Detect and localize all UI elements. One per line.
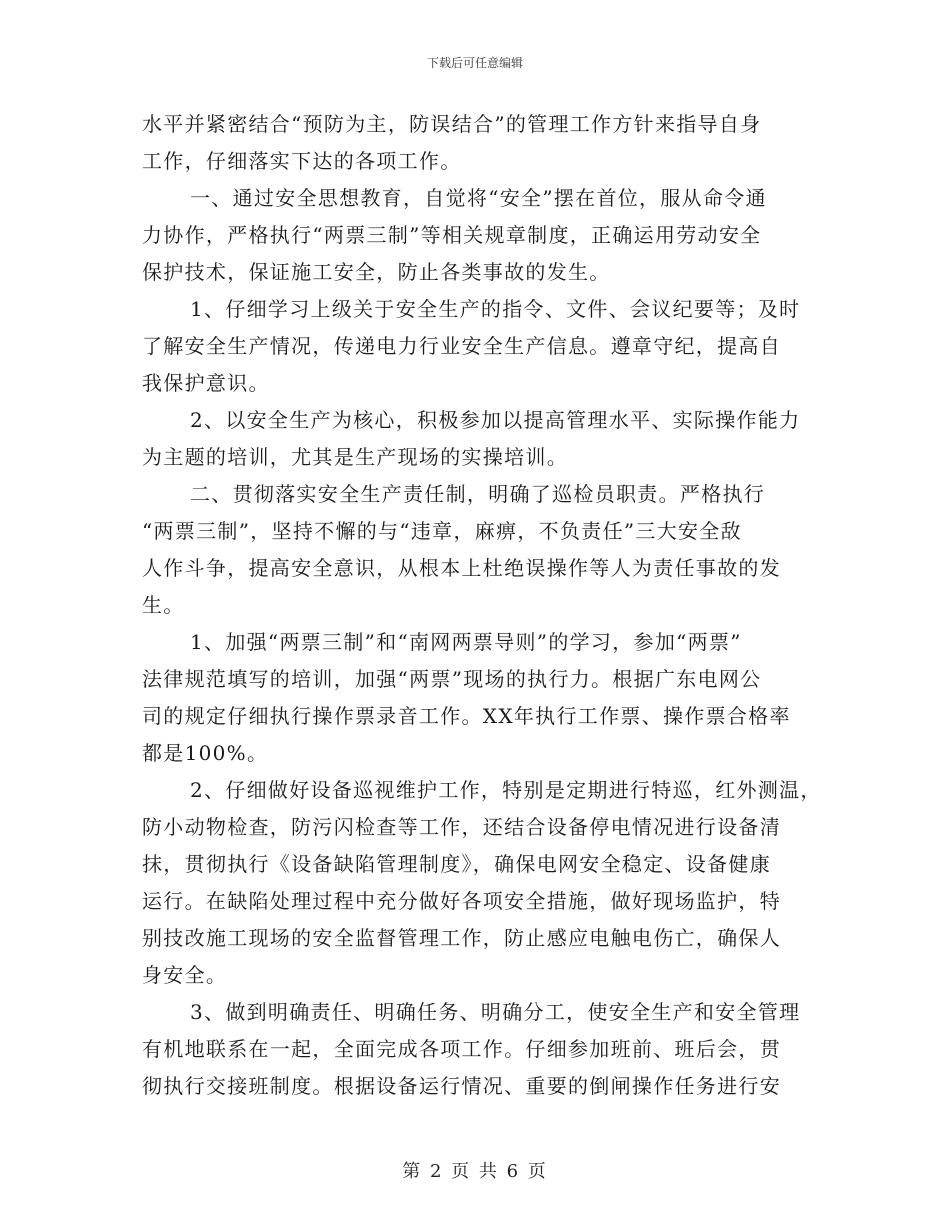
text-line: 水平并紧密结合“预防为主，防误结合”的管理工作方针来指导自身	[142, 112, 762, 136]
text-line: 为主题的培训，尤其是生产现场的实操培训。	[142, 445, 568, 469]
text-line: 1、加强“两票三制”和“南网两票导则”的学习，参加“两票”	[190, 630, 742, 654]
text-line: 2、仔细做好设备巡视维护工作，特别是定期进行特巡，红外测温，	[190, 778, 822, 802]
text-line: 一、通过安全思想教育，自觉将“安全”摆在首位，服从命令通	[190, 186, 767, 210]
text-line: 人作斗争，提高安全意识，从根本上杜绝误操作等人为责任事故的发	[142, 556, 781, 580]
page-footer: 第 2 页 共 6 页	[402, 1161, 548, 1182]
text-line: 彻执行交接班制度。根据设备运行情况、重要的倒闸操作任务进行安	[142, 1074, 781, 1098]
text-line: 抹，贯彻执行《设备缺陷管理制度》，确保电网安全稳定、设备健康	[142, 852, 771, 876]
text-line: 法律规范填写的培训，加强“两票”现场的执行力。根据广东电网公	[142, 667, 762, 691]
text-line: 司的规定仔细执行操作票录音工作。XX年执行工作票、操作票合格率	[142, 704, 791, 728]
paragraph	[142, 772, 822, 994]
text-line: 身安全。	[142, 963, 228, 987]
paragraph	[142, 106, 822, 180]
text-line: 力协作，严格执行“两票三制”等相关规章制度，正确运用劳动安全	[142, 223, 762, 247]
text-line: 都是100%。	[142, 741, 269, 765]
text-line: 防小动物检查，防污闪检查等工作，还结合设备停电情况进行设备清	[142, 815, 781, 839]
paragraph	[142, 994, 822, 1105]
paragraph	[142, 402, 822, 476]
text-line: 有机地联系在一起，全面完成各项工作。仔细参加班前、班后会，贯	[142, 1037, 781, 1061]
text-line: 保护技术，保证施工安全，防止各类事故的发生。	[142, 260, 611, 284]
page-header: 下载后可任意编辑	[426, 56, 523, 70]
text-line: 我保护意识。	[142, 371, 270, 395]
text-line: 2、以安全生产为核心，积极参加以提高管理水平、实际操作能力	[190, 408, 801, 432]
paragraph	[142, 291, 822, 402]
text-line: 生。	[142, 593, 185, 617]
text-line: 了解安全生产情况，传递电力行业安全生产信息。遵章守纪，提高自	[142, 334, 781, 358]
text-line: 工作，仔细落实下达的各项工作。	[142, 149, 462, 173]
text-line: “两票三制”，坚持不懈的与“违章，麻痹，不负责任”三大安全敌	[142, 519, 742, 543]
text-line: 运行。在缺陷处理过程中充分做好各项安全措施，做好现场监护，特	[142, 889, 781, 913]
text-line: 二、贯彻落实安全生产责任制，明确了巡检员职责。严格执行	[190, 482, 766, 506]
text-line: 别技改施工现场的安全监督管理工作，防止感应电触电伤亡，确保人	[142, 926, 781, 950]
text-line: 3、做到明确责任、明确任务、明确分工，使安全生产和安全管理	[190, 1000, 801, 1024]
document-body	[142, 106, 822, 1105]
paragraph	[142, 624, 822, 772]
text-line: 1、仔细学习上级关于安全生产的指令、文件、会议纪要等；及时	[190, 297, 801, 321]
paragraph	[142, 476, 822, 624]
paragraph	[142, 180, 822, 291]
